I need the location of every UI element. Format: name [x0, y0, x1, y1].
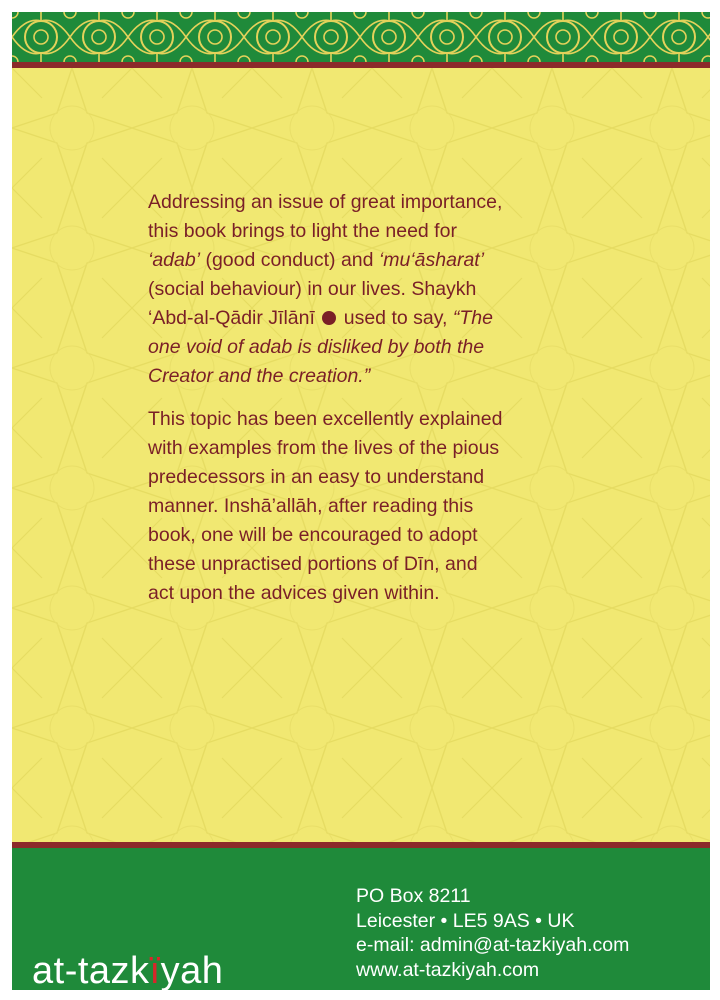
p2-line: [148, 550, 588, 579]
p2-line: [148, 405, 588, 434]
address-city-postcode: Leicester • LE5 9AS • UK: [356, 909, 575, 932]
p2-line: [148, 579, 588, 608]
p2-line: [148, 521, 588, 550]
text-segment: act upon the advices given within.: [148, 582, 440, 604]
italic-text: “The: [452, 307, 493, 329]
p1-line: [148, 304, 588, 333]
blurb-text: [148, 188, 588, 608]
text-segment: used to say,: [338, 307, 453, 329]
text-segment: (good conduct) and: [200, 249, 379, 271]
p1-line: [148, 217, 588, 246]
text-segment: this book brings to light the need for: [148, 220, 457, 242]
logo-text-end: yah: [160, 950, 224, 990]
italic-text: ‘mu‘āsharat’: [378, 249, 485, 271]
p2-line: [148, 492, 588, 521]
italic-text: Creator and the creation.”: [148, 365, 371, 387]
text-segment: predecessors in an easy to understand: [148, 466, 485, 488]
honorific-icon: [322, 311, 336, 325]
text-segment: with examples from the lives of the pious: [148, 437, 500, 459]
p2-line: [148, 463, 588, 492]
blurb-paragraph-2: [148, 405, 588, 608]
ornamental-top-band: [12, 12, 710, 62]
book-back-cover: [12, 12, 710, 990]
address-po-box: PO Box 8211: [356, 885, 471, 907]
p1-line: [148, 275, 588, 304]
italic-text: one void of adab is disliked by both the: [148, 336, 485, 358]
address-website[interactable]: www.at-tazkiyah.com: [356, 958, 540, 981]
text-segment: book, one will be encouraged to adopt: [148, 524, 478, 546]
arabesque-pattern: [12, 12, 710, 62]
p1-line: [148, 333, 588, 362]
p1-line: [148, 246, 588, 275]
text-segment: these unpractised portions of Dīn, and: [148, 553, 478, 575]
italic-text: ‘adab’: [148, 249, 201, 271]
text-segment: (social behaviour) in our lives. Shaykh: [148, 278, 477, 300]
address-email[interactable]: e-mail: admin@at-tazkiyah.com: [356, 934, 630, 956]
logo-text-start: at-tazk: [32, 950, 150, 990]
publisher-address: [356, 884, 629, 982]
logo-rose-letter: ï: [149, 950, 161, 990]
text-segment: This topic has been excellently explained: [148, 408, 503, 430]
text-segment: manner. Inshā’allāh, after reading this: [148, 495, 474, 517]
p2-line: [148, 434, 588, 463]
p1-line: [148, 188, 588, 217]
p1-line: [148, 362, 588, 391]
publisher-logo: [32, 950, 223, 990]
text-segment: Addressing an issue of great importance,: [148, 191, 503, 213]
blurb-paragraph-1: [148, 188, 588, 391]
publisher-footer: [12, 848, 710, 990]
text-segment: ‘Abd-al-Qādir Jīlānī: [148, 307, 321, 329]
